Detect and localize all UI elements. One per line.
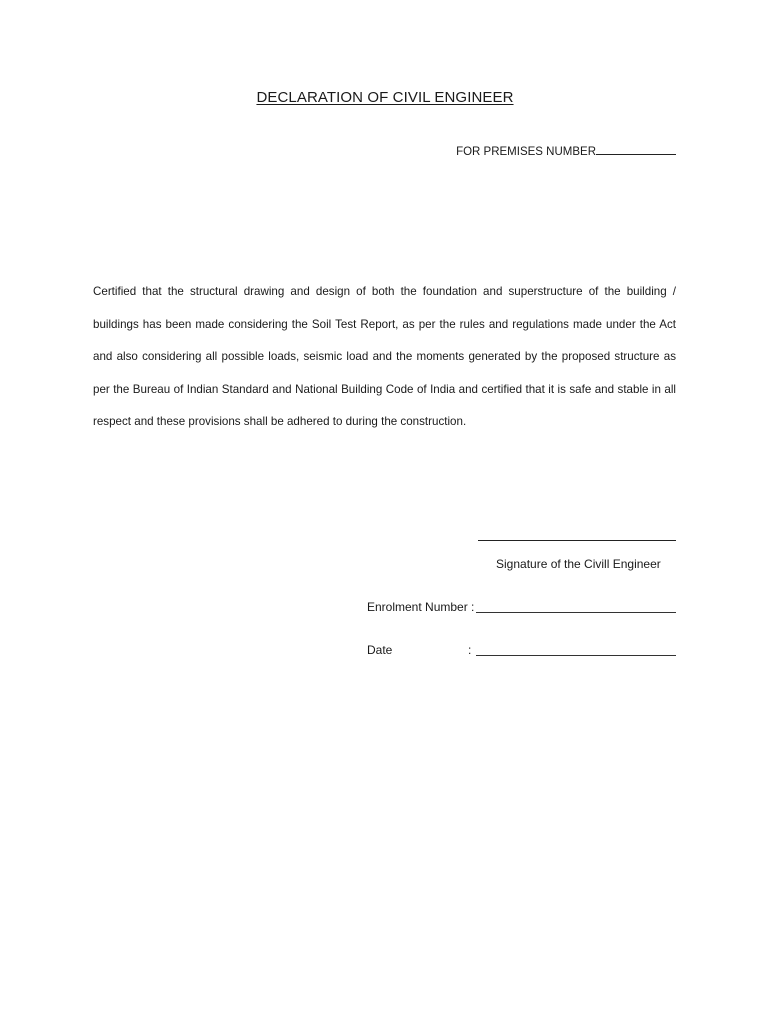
- premises-number-label: FOR PREMISES NUMBER: [456, 146, 596, 158]
- enrolment-number-blank: [476, 612, 676, 613]
- premises-number-field: [456, 143, 676, 158]
- enrolment-number-label: Enrolment Number :: [367, 600, 475, 614]
- premises-number-blank: [596, 143, 676, 155]
- signature-label: Signature of the Civill Engineer: [496, 557, 661, 571]
- date-field: [367, 643, 472, 657]
- date-colon: :: [468, 643, 472, 657]
- document-title: DECLARATION OF CIVIL ENGINEER: [256, 89, 514, 106]
- enrolment-number-field: [367, 600, 474, 614]
- date-label: Date: [367, 643, 393, 657]
- certification-paragraph: Certified that the structural drawing and design of both the foundation and superstructure of the building / buildings has been made considering the Soil Test Report, as per the rules and regulations made under the Act and also considering all possible loads, seismic load and the moments generated by the proposed structure as per the Bureau of Indian Standard and National Building Code of India and certified that it is safe and stable in all respect and these provisions shall be adhered to during the construction.: [93, 285, 676, 429]
- date-blank: [476, 655, 676, 656]
- signature-line: [478, 540, 676, 541]
